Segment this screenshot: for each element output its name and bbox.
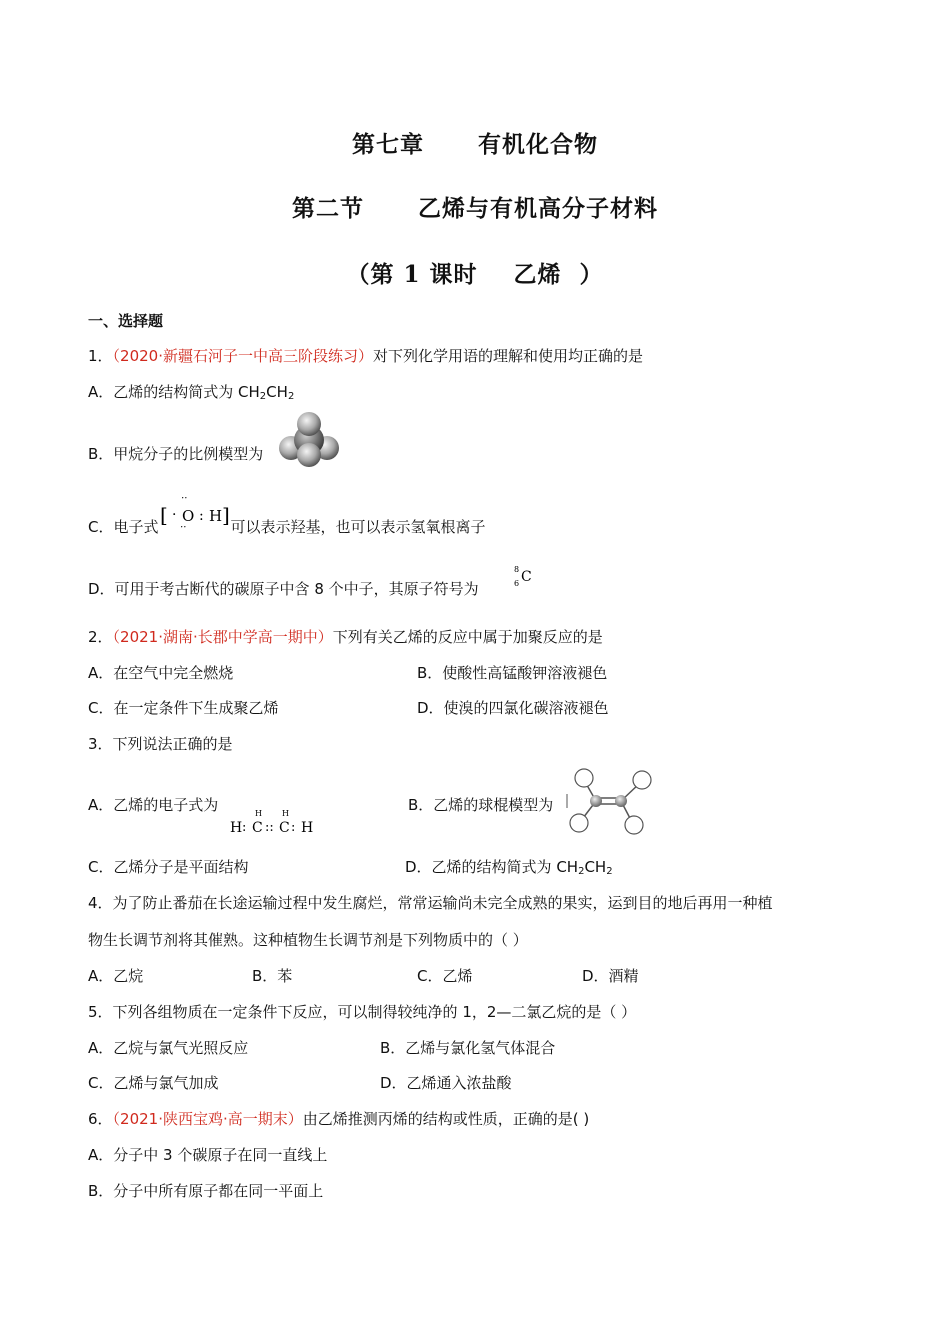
q2-option-a: A．在空气中完全燃烧 <box>88 664 234 682</box>
svg-text::: : <box>178 525 189 529</box>
q1-source: （2020·新疆石河子一中高三阶段练习） <box>112 347 373 365</box>
q6-source: （2021·陕西宝鸡·高一期末） <box>112 1110 303 1128</box>
q4-option-d: D．酒精 <box>582 967 639 985</box>
svg-text:C: C <box>521 569 532 585</box>
svg-text:[: [ <box>160 503 168 527</box>
svg-text:H: H <box>282 809 289 818</box>
lesson-title: （第 1 课时 乙烯 ） <box>346 261 604 288</box>
carbon-isotope-symbol <box>512 562 540 588</box>
q5-option-b: B．乙烯与氯化氢气体混合 <box>380 1039 556 1057</box>
svg-text:H: H <box>230 820 243 836</box>
q5-stem: 5．下列各组物质在一定条件下反应，可以制得较纯净的 1，2—二氯乙烷的是（ ） <box>88 1003 637 1021</box>
q1-option-a: A．乙烯的结构简式为 $CH_2CH_2$ <box>88 383 295 402</box>
q2-stem: 2．（2021·湖南·长郡中学高一期中）下列有关乙烯的反应中属于加聚反应的是 <box>88 628 603 646</box>
q1-stem <box>88 346 643 366</box>
q2-option-b: B．使酸性高锰酸钾溶液褪色 <box>417 664 608 682</box>
svg-text:H: H <box>209 507 223 525</box>
svg-text:8: 8 <box>514 565 520 574</box>
q6-option-a: A．分子中 3 个碳原子在同一直线上 <box>88 1146 328 1164</box>
svg-text::: : <box>179 496 190 500</box>
q2-source: （2021·湖南·长郡中学高一期中） <box>112 628 333 646</box>
q3-stem: 3．下列说法正确的是 <box>88 735 233 753</box>
q3-option-c: C．乙烯分子是平面结构 <box>88 858 249 876</box>
q1-option-c: C．电子式 可以表示羟基，也可以表示氢氧根离子 <box>88 518 486 536</box>
ethylene-ball-stick-model <box>565 764 657 836</box>
svg-text::: : <box>242 820 247 835</box>
q4-option-a: A．乙烷 <box>88 967 144 985</box>
svg-text:O: O <box>182 507 195 525</box>
svg-text:H: H <box>255 809 262 818</box>
svg-text:C: C <box>279 820 290 836</box>
q4-stem-line2: 物生长调节剂将其催熟。这种植物生长调节剂是下列物质中的（ ） <box>88 931 528 949</box>
q1-number: 1． <box>88 347 113 365</box>
q1-text: 对下列化学用语的理解和使用均正确的是 <box>373 347 644 365</box>
q3-option-b: B．乙烯的球棍模型为 <box>408 796 554 814</box>
q6-option-b: B．分子中所有原子都在同一平面上 <box>88 1182 324 1200</box>
q5-option-a: A．乙烷与氯气光照反应 <box>88 1039 249 1057</box>
svg-text:C: C <box>252 820 263 836</box>
q2-option-d: D．使溴的四氯化碳溶液褪色 <box>417 699 609 717</box>
hydroxyl-electron-formula <box>160 496 234 532</box>
svg-text::: : <box>199 508 204 524</box>
methane-space-filling-model <box>278 410 340 468</box>
svg-text:·: · <box>172 507 177 523</box>
q2-option-c: C．在一定条件下生成聚乙烯 <box>88 699 279 717</box>
q6-stem: 6．（2021·陕西宝鸡·高一期末）由乙烯推测丙烯的结构或性质，正确的是( ) <box>88 1110 590 1128</box>
svg-text:::: :: <box>265 820 274 835</box>
q1-option-d: D．可用于考古断代的碳原子中含 8 个中子，其原子符号为 <box>88 580 479 598</box>
question-section-heading: 一、选择题 <box>88 312 164 330</box>
q5-option-c: C．乙烯与氯气加成 <box>88 1074 219 1092</box>
chapter-title: 第七章 有机化合物 <box>351 131 599 158</box>
q3-option-a: A．乙烯的电子式为 <box>88 796 219 814</box>
ethylene-electron-formula <box>230 806 320 838</box>
q4-option-c: C．乙烯 <box>417 967 473 985</box>
svg-text:]: ] <box>222 503 230 527</box>
svg-text::: : <box>291 820 296 835</box>
svg-text:6: 6 <box>514 579 520 588</box>
q5-option-d: D．乙烯通入浓盐酸 <box>380 1074 512 1092</box>
svg-text:H: H <box>301 820 314 836</box>
q3-option-d: D．乙烯的结构简式为 $CH_2CH_2$ <box>405 858 613 877</box>
section-title: 第二节 乙烯与有机高分子材料 <box>291 195 659 222</box>
q4-option-b: B．苯 <box>252 967 293 985</box>
q1-option-b: B．甲烷分子的比例模型为 <box>88 445 264 463</box>
q4-stem-line1: 4．为了防止番茄在长途运输过程中发生腐烂，常常运输尚未完全成熟的果实，运到目的地后再用一种植 <box>88 894 773 912</box>
